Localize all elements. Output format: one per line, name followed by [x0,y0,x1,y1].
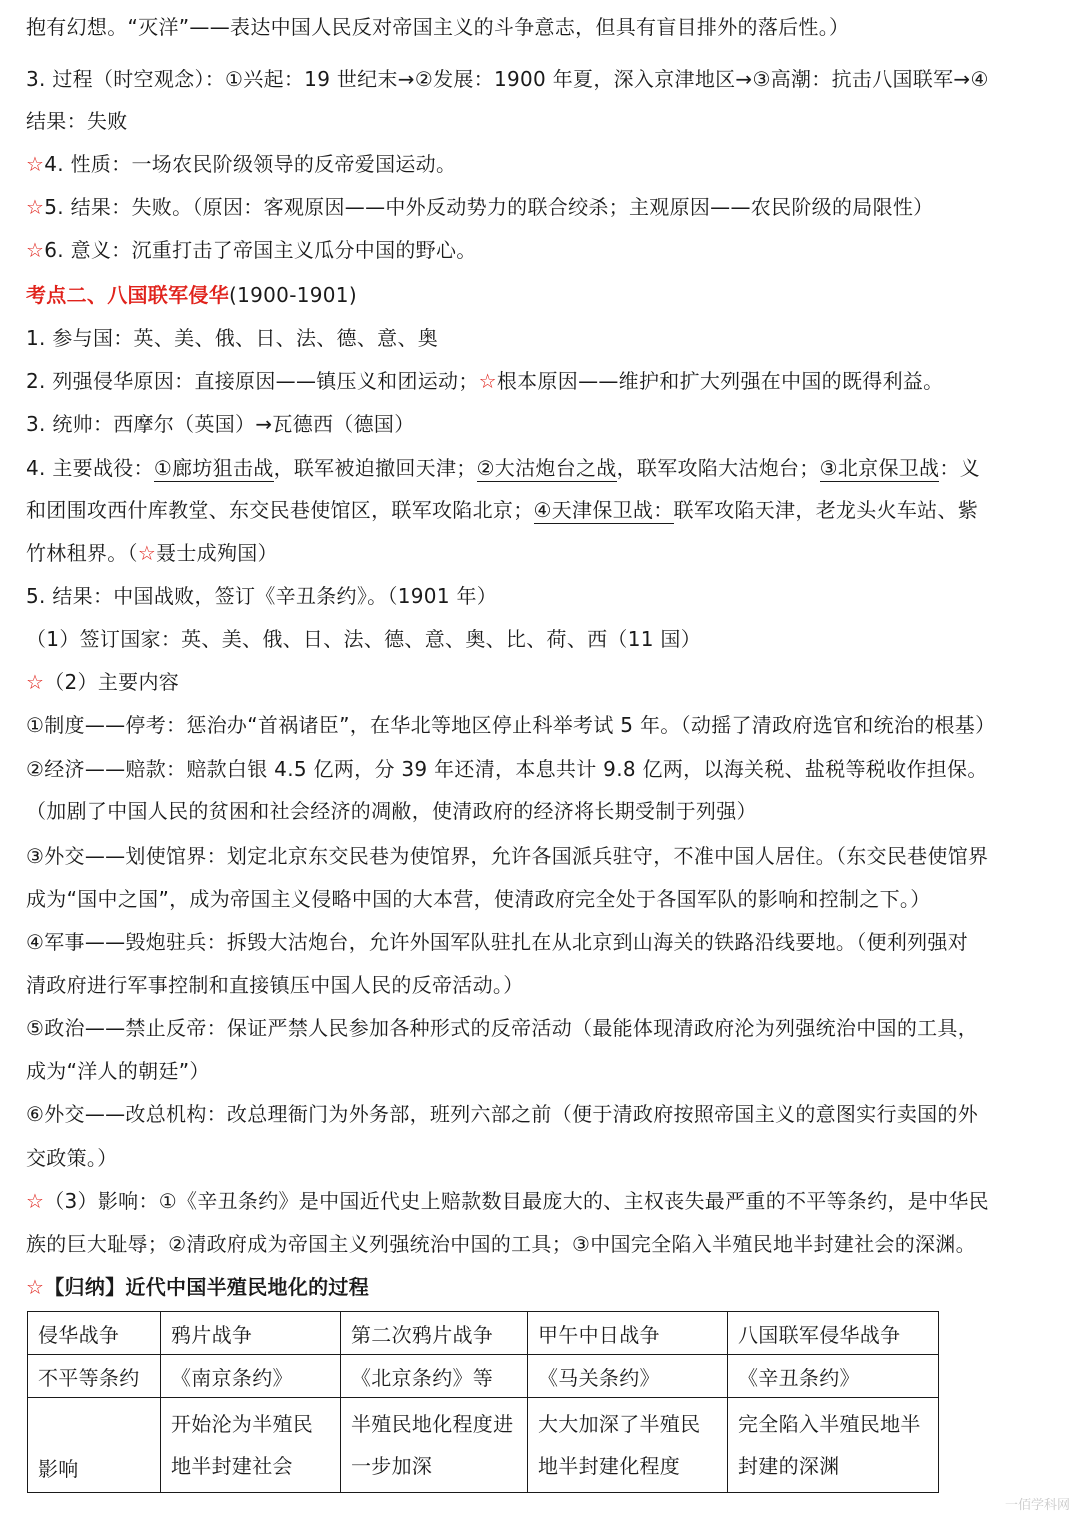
table-row [28,1312,939,1355]
star-icon: ☆ [478,369,497,393]
table-cell: 完全陷入半殖民地半封建的深渊 [728,1398,939,1493]
table-row [28,1398,939,1493]
table-cell: 第二次鸦片战争 [341,1312,528,1355]
star-icon: ☆ [26,1189,45,1213]
star-icon: ☆ [26,238,45,262]
table-cell: 《辛丑条约》 [728,1355,939,1398]
content-item: ⑥外交——改总机构：改总理衙门为外务部，班列六部之前（便于清政府按照帝国主义的意图实行卖国的外 [26,1102,979,1126]
text-line: 抱有幻想。“灭洋”——表达中国人民反对帝国主义的斗争意志，但具有盲目排外的落后性。） [26,15,850,39]
text-line: （1）签订国家：英、美、俄、日、法、德、意、奥、比、荷、西（11 国） [26,627,702,651]
text-line: 5. 结果：中国战败，签订《辛丑条约》。（1901 年） [26,584,498,608]
impact-line: 族的巨大耻辱；②清政府成为帝国主义列强统治中国的工具；③中国完全陷入半殖民地半封建社会的深渊。 [26,1232,976,1256]
text-line: 结果：失败 [26,109,128,133]
content-item: 成为“洋人的朝廷”） [26,1059,210,1083]
table-cell: 影响 [28,1398,161,1493]
battle-name: ①廊坊狙击战 [153,456,274,480]
point-5-result: ☆5. 结果：失败。（原因：客观原因——中外反动势力的联合绞杀；主观原因——农民阶级的局限性） [26,195,934,219]
subheading: ☆（2）主要内容 [26,670,180,694]
text-line: 2. 列强侵华原因：直接原因——镇压义和团运动；☆根本原因——维护和扩大列强在中国的既得利益。 [26,369,944,393]
table-cell: 《马关条约》 [528,1355,728,1398]
text-line: 3. 统帅：西摩尔（英国）→瓦德西（德国） [26,412,415,436]
text-line: 1. 参与国：英、美、俄、日、法、德、意、奥 [26,326,439,350]
content-item: ①制度——停考：惩治办“首祸诸臣”，在华北等地区停止科举考试 5 年。（动摇了清政府选官和统治的根基） [26,713,996,737]
battle-name: ③北京保卫战 [819,456,940,480]
star-icon: ☆ [137,541,157,565]
content-item: ④军事——毁炮驻兵：拆毁大沽炮台，允许外国军队驻扎在从北京到山海关的铁路沿线要地。（便利列强对 [26,930,969,954]
table-row [28,1355,939,1398]
content-item: 清政府进行军事控制和直接镇压中国人民的反帝活动。） [26,973,524,997]
impact-line: ☆（3）影响：①《辛丑条约》是中国近代史上赔款数目最庞大的、主权丧失最严重的不平等条约，是中华民 [26,1189,989,1213]
star-icon: ☆ [26,1275,45,1299]
table-cell: 鸦片战争 [161,1312,341,1355]
battle-name: ②大沽炮台之战 [476,456,617,480]
battles-line: 4. 主要战役：①廊坊狙击战，联军被迫撤回天津；②大沽炮台之战，联军攻陷大沽炮台；③北京保卫战：义 [26,456,980,480]
battles-line: 和团围攻西什库教堂、东交民巷使馆区，联军攻陷北京；④天津保卫战：联军攻陷天津，老龙头火车站、紫 [26,498,979,522]
watermark: 一佰学科网 [1004,1498,1070,1513]
table-cell: 甲午中日战争 [528,1312,728,1355]
content-item: ⑤政治——禁止反帝：保证严禁人民参加各种形式的反帝活动（最能体现清政府沦为列强统治中国的工具， [26,1016,979,1040]
content-item: 成为“国中之国”，成为帝国主义侵略中国的大本营，使清政府完全处于各国军队的影响和控制之下。） [26,887,931,911]
content-item: （加剧了中国人民的贫困和社会经济的凋敝，使清政府的经济将长期受制于列强） [26,799,757,823]
summary-heading: ☆【归纳】近代中国半殖民地化的过程 [26,1275,370,1299]
star-icon: ☆ [26,152,45,176]
table-cell: 不平等条约 [28,1355,161,1398]
table-cell: 《南京条约》 [161,1355,341,1398]
table-cell: 开始沦为半殖民地半封建社会 [161,1398,341,1493]
section-years: (1900-1901) [229,283,357,307]
table-cell: 半殖民地化程度进一步加深 [341,1398,528,1493]
content-item: 交政策。） [26,1146,118,1170]
battle-name: ④天津保卫战： [533,498,674,522]
table-cell: 八国联军侵华战争 [728,1312,939,1355]
star-icon: ☆ [26,670,45,694]
point-4-nature: ☆4. 性质：一场农民阶级领导的反帝爱国运动。 [26,152,457,176]
text-line: 3. 过程（时空观念）：①兴起：19 世纪末→②发展：1900 年夏，深入京津地区→③高潮：抗击八国联军→④ [26,67,989,91]
table-cell: 《北京条约》等 [341,1355,528,1398]
table-cell: 大大加深了半殖民地半封建化程度 [528,1398,728,1493]
point-6-significance: ☆6. 意义：沉重打击了帝国主义瓜分中国的野心。 [26,238,477,262]
content-item: ②经济——赔款：赔款白银 4.5 亿两，分 39 年还清，本息共计 9.8 亿两，以海关税、盐税等税收作担保。 [26,757,988,781]
summary-table [27,1311,939,1493]
star-icon: ☆ [26,195,45,219]
content-item: ③外交——划使馆界：划定北京东交民巷为使馆界，允许各国派兵驻守，不准中国人居住。（东交民巷使馆界 [26,844,989,868]
section-heading [26,282,1066,309]
battles-line: 竹林租界。（☆聂士成殉国） [26,541,278,565]
section-title: 考点二、八国联军侵华 [26,283,229,307]
table-cell: 侵华战争 [28,1312,161,1355]
